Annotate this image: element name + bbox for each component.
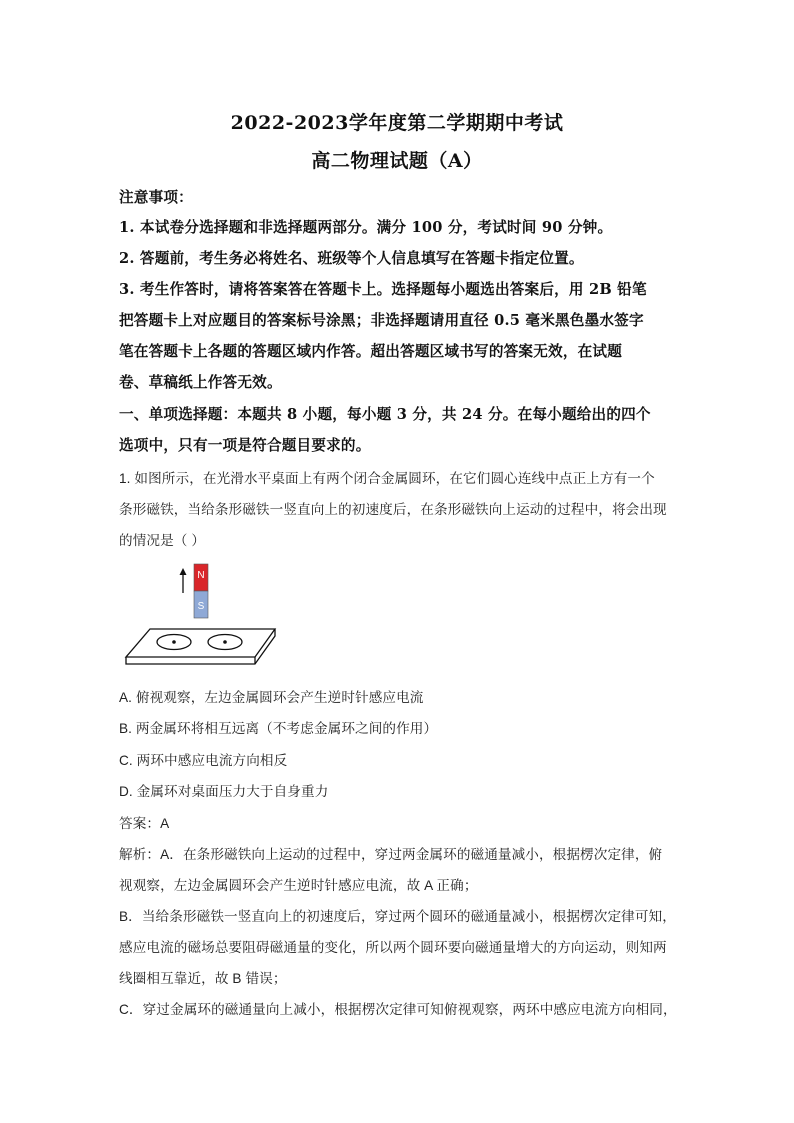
analysis-line: B．当给条形磁铁一竖直向上的初速度后，穿过两个圆环的磁通量减小，根据楞次定律可知，	[119, 909, 676, 924]
notice-line: 2. 答题前，考生务必将姓名、班级等个人信息填写在答题卡指定位置。	[119, 250, 584, 267]
section-heading: 选项中，只有一项是符合题目要求的。	[119, 437, 371, 454]
page-title: 2022-2023学年度第二学期期中考试	[230, 112, 564, 134]
option-d: D. 金属环对桌面压力大于自身重力	[119, 784, 329, 799]
bar-magnet	[194, 564, 208, 618]
notice-line: 3. 考生作答时，请将答案答在答题卡上。选择题每小题选出答案后，用 2B 铅笔	[119, 281, 647, 298]
notice-line: 1. 本试卷分选择题和非选择题两部分。满分 100 分，考试时间 90 分钟。	[119, 219, 613, 236]
analysis-line: 视观察，左边金属圆环会产生逆时针感应电流，故 A 正确；	[119, 878, 478, 893]
up-arrow-icon	[180, 568, 187, 593]
option-c: C. 两环中感应电流方向相反	[119, 753, 288, 768]
option-b: B. 两金属环将相互远离（不考虑金属环之间的作用）	[119, 721, 438, 736]
option-a: A. 俯视观察，左边金属圆环会产生逆时针感应电流	[119, 690, 424, 705]
answer-line: 答案：A	[119, 816, 170, 831]
analysis-line: 解析：A．在条形磁铁向上运动的过程中，穿过两金属环的磁通量减小，根据楞次定律，俯	[119, 847, 663, 862]
analysis-line: C．穿过金属环的磁通量向上减小，根据楞次定律可知俯视观察，两环中感应电流方向相同，	[119, 1002, 677, 1017]
question-figure	[120, 560, 285, 670]
question-stem: 1. 如图所示，在光滑水平桌面上有两个闭合金属圆环，在它们圆心连线中点正上方有一个	[119, 471, 655, 486]
magnet-north-label: N	[197, 570, 205, 581]
notice-heading: 注意事项：	[119, 189, 193, 206]
notice-line: 笔在答题卡上各题的答题区域内作答。超出答题区域书写的答案无效，在试题	[119, 343, 622, 360]
page-subtitle: 高二物理试题（A）	[311, 150, 483, 172]
notice-line: 卷、草稿纸上作答无效。	[119, 374, 282, 391]
question-stem: 的情况是（ ）	[119, 533, 206, 548]
magnet-south-label: S	[197, 601, 205, 612]
analysis-line: 线圈相互靠近，故 B 错误；	[119, 971, 287, 986]
question-stem: 条形磁铁，当给条形磁铁一竖直向上的初速度后，在条形磁铁向上运动的过程中，将会出现	[119, 502, 667, 517]
notice-line: 把答题卡上对应题目的答案标号涂黑；非选择题请用直径 0.5 毫米黑色墨水签字	[119, 312, 644, 329]
analysis-line: 感应电流的磁场总要阻碍磁通量的变化，所以两个圆环要向磁通量增大的方向运动，则知两	[119, 940, 667, 955]
table-surface	[126, 629, 275, 664]
section-heading: 一、单项选择题：本题共 8 小题，每小题 3 分，共 24 分。在每小题给出的四个	[119, 406, 651, 423]
